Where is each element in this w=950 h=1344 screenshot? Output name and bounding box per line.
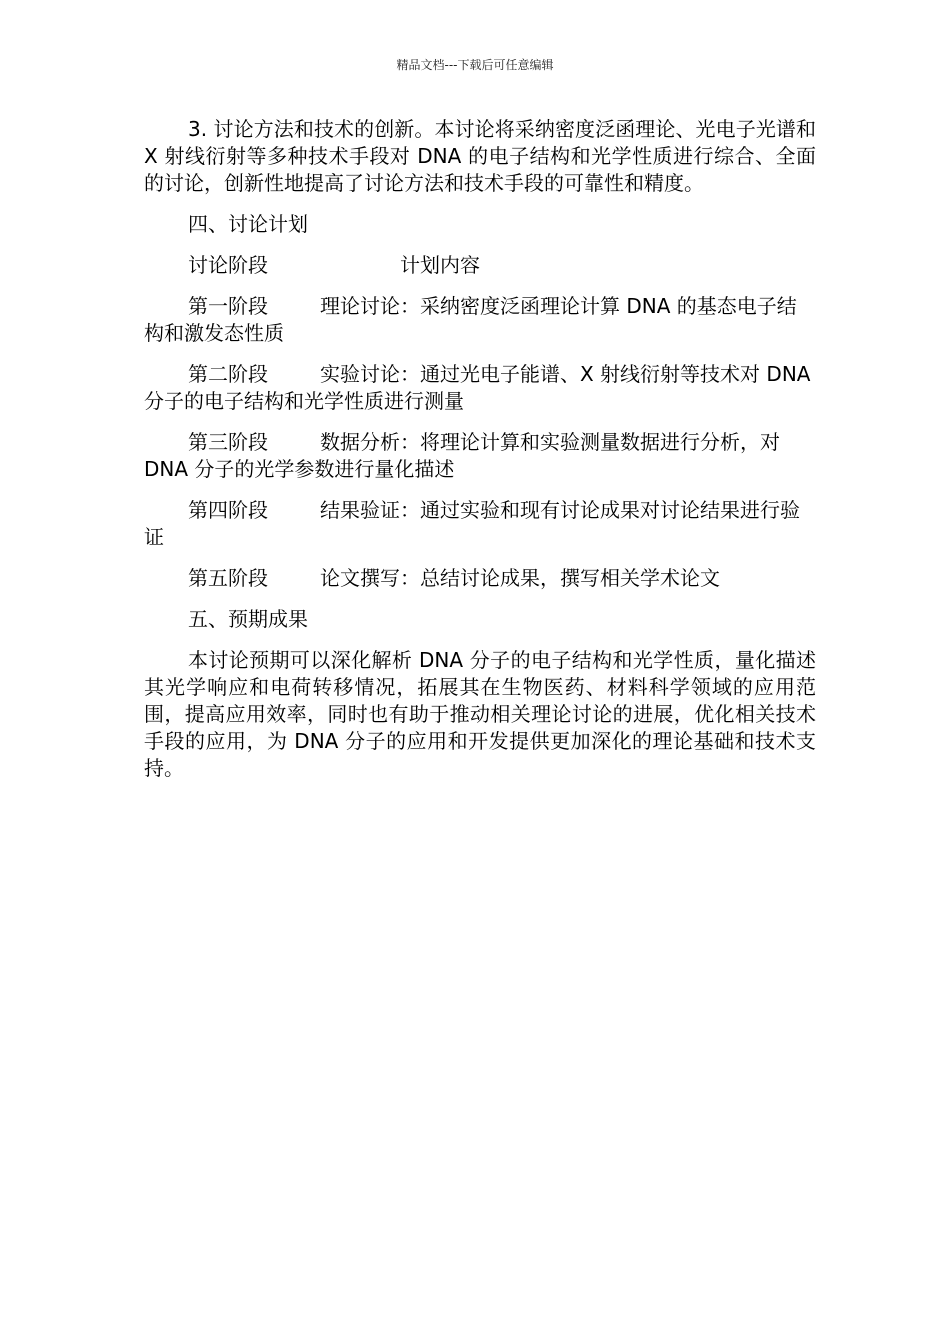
plan-row-content: 数据分析：将理论计算和实验测量数据进行分析，对 DNA 分子的光学参数进行量化描述	[144, 430, 780, 481]
results-heading: 五、预期成果	[188, 607, 308, 631]
plan-row-3	[144, 429, 816, 483]
innovation-paragraph: 3. 讨论方法和技术的创新。本讨论将采纳密度泛函理论、光电子光谱和 X 射线衍射等多种技术手段对 DNA 的电子结构和光学性质进行综合、全面的讨论，创新性地提高了讨论方法和技术手段的可靠性和精度。	[144, 117, 816, 195]
plan-row-content: 论文撰写：总结讨论成果，撰写相关学术论文	[320, 566, 720, 590]
plan-row-2	[144, 361, 816, 415]
plan-row-phase: 第四阶段	[188, 498, 268, 522]
results-paragraph: 本讨论预期可以深化解析 DNA 分子的电子结构和光学性质，量化描述其光学响应和电荷转移情况，拓展其在生物医药、材料科学领域的应用范围，提高应用效率，同时也有助于推动相关理论讨论的进展，优化相关技术手段的应用，为 DNA 分子的应用和开发提供更加深化的理论基础和技术支持。	[144, 648, 816, 780]
plan-row-phase: 第五阶段	[188, 566, 268, 590]
plan-row-4	[144, 497, 816, 551]
plan-table-header	[144, 252, 816, 279]
plan-row-phase: 第三阶段	[188, 430, 268, 454]
plan-row-phase: 第二阶段	[188, 362, 268, 386]
plan-heading: 四、讨论计划	[188, 212, 308, 236]
plan-row-5	[144, 565, 816, 592]
plan-row-content: 实验讨论：通过光电子能谱、X 射线衍射等技术对 DNA 分子的电子结构和光学性质进行测量	[144, 362, 811, 413]
plan-col-phase: 讨论阶段	[188, 253, 268, 277]
page-header: 精品文档---下载后可任意编辑	[396, 58, 554, 72]
plan-row-content: 结果验证：通过实验和现有讨论成果对讨论结果进行验证	[144, 498, 800, 549]
plan-row-1	[144, 293, 816, 347]
plan-row-content: 理论讨论：采纳密度泛函理论计算 DNA 的基态电子结构和激发态性质	[144, 294, 797, 345]
document-body	[144, 116, 816, 796]
plan-row-phase: 第一阶段	[188, 294, 268, 318]
plan-col-content: 计划内容	[400, 253, 480, 277]
